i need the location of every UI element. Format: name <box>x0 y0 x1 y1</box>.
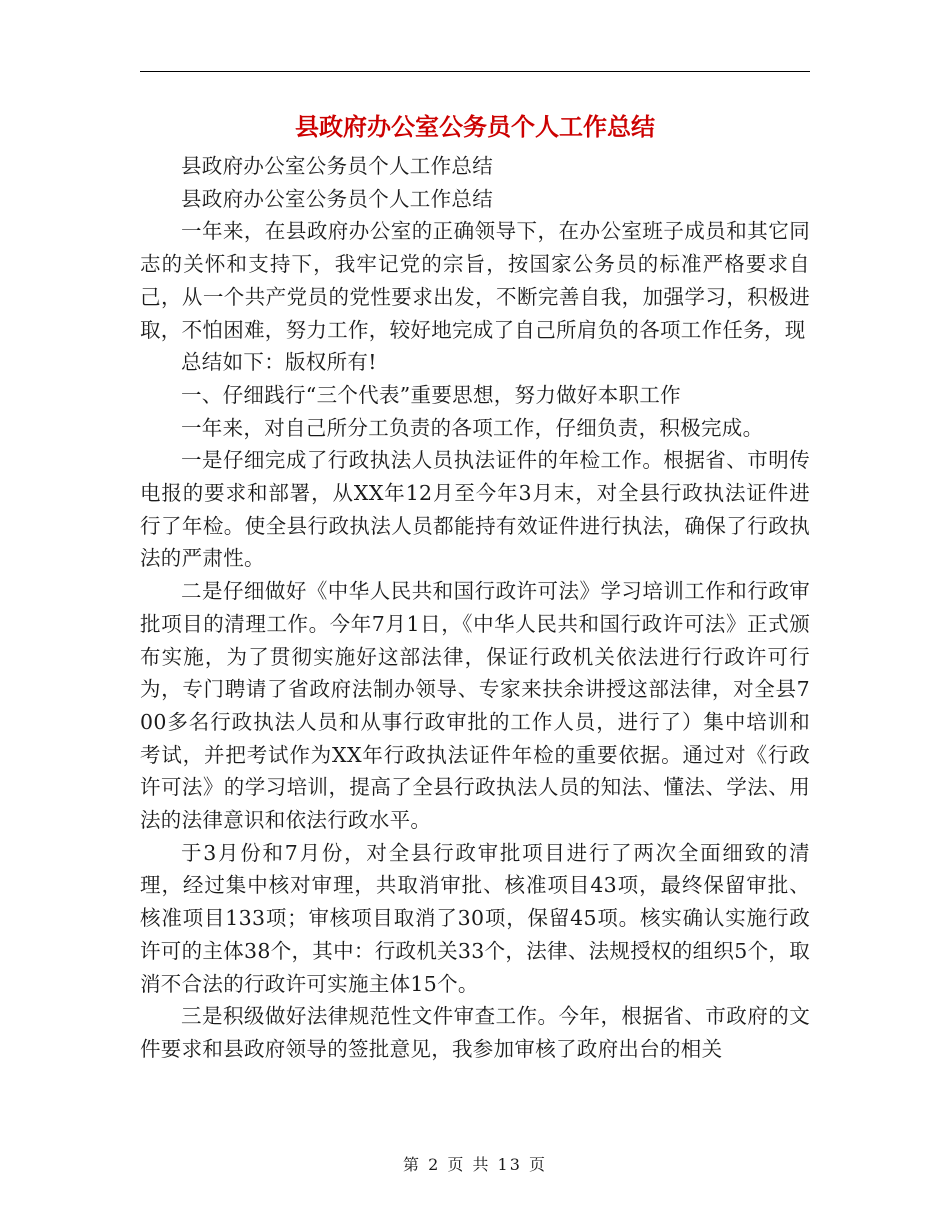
header-rule <box>140 71 810 72</box>
paragraph: 三是积级做好法律规范性文件审查工作。今年，根据省、市政府的文件要求和县政府领导的签批意见，我参加审核了政府出台的相关 <box>140 1004 810 1061</box>
paragraph: 一是仔细完成了行政执法人员执法证件的年检工作。根据省、市明传电报的要求和部署，从XX年12月至今年3月末，对全县行政执法证件进行了年检。使全县行政执法人员都能持有效证件进行执法，确保了行政执法的严肃性。 <box>140 448 810 571</box>
page-number-footer: 第 2 页 共 13 页 <box>403 1155 547 1174</box>
document-title: 县政府办公室公务员个人工作总结 <box>295 113 655 141</box>
paragraph: 县政府办公室公务员个人工作总结 <box>181 154 493 178</box>
paragraph: 县政府办公室公务员个人工作总结 <box>181 186 493 211</box>
paragraph: 一年来，在县政府办公室的正确领导下，在办公室班子成员和其它同志的关怀和支持下，我牢记党的宗旨，按国家公务员的标准严格要求自己，从一个共产党员的党性要求出发，不断完善自我，加强学习，积极进取，不怕困难，努力工作，较好地完成了自己所肩负的各项工作任务，现 <box>140 219 810 342</box>
document-body <box>140 150 810 1066</box>
paragraph: 总结如下：版权所有! <box>181 350 377 375</box>
paragraph: 一年来，对自己所分工负责的各项工作，仔细负责，积极完成。 <box>181 415 764 440</box>
section-heading: 一、仔细践行“三个代表”重要思想，努力做好本职工作 <box>181 382 681 407</box>
paragraph: 二是仔细做好《中华人民共和国行政许可法》学习培训工作和行政审批项目的清理工作。今年7月1日，《中华人民共和国行政许可法》正式颁布实施，为了贯彻实施好这部法律，保证行政机关依法进行行政许可行为，专门聘请了省政府法制办领导、专家来扶余讲授这部法律，对全县700多名行政执法人员和从事行政审批的工作人员，进行了）集中培训和考试，并把考试作为XX年行政执法证件年检的重要依据。通过对《行政许可法》的学习培训，提高了全县行政执法人员的知法、懂法、学法、用法的法律意识和依法行政水平。 <box>140 579 810 833</box>
paragraph: 于3月份和7月份，对全县行政审批项目进行了两次全面细致的清理，经过集中核对审理，共取消审批、核准项目43项，最终保留审批、核准项目133项；审核项目取消了30项，保留45项。核实确认实施行政许可的主体38个，其中：行政机关33个，法律、法规授权的组织5个，取消不合法的行政许可实施主体15个。 <box>140 840 810 996</box>
